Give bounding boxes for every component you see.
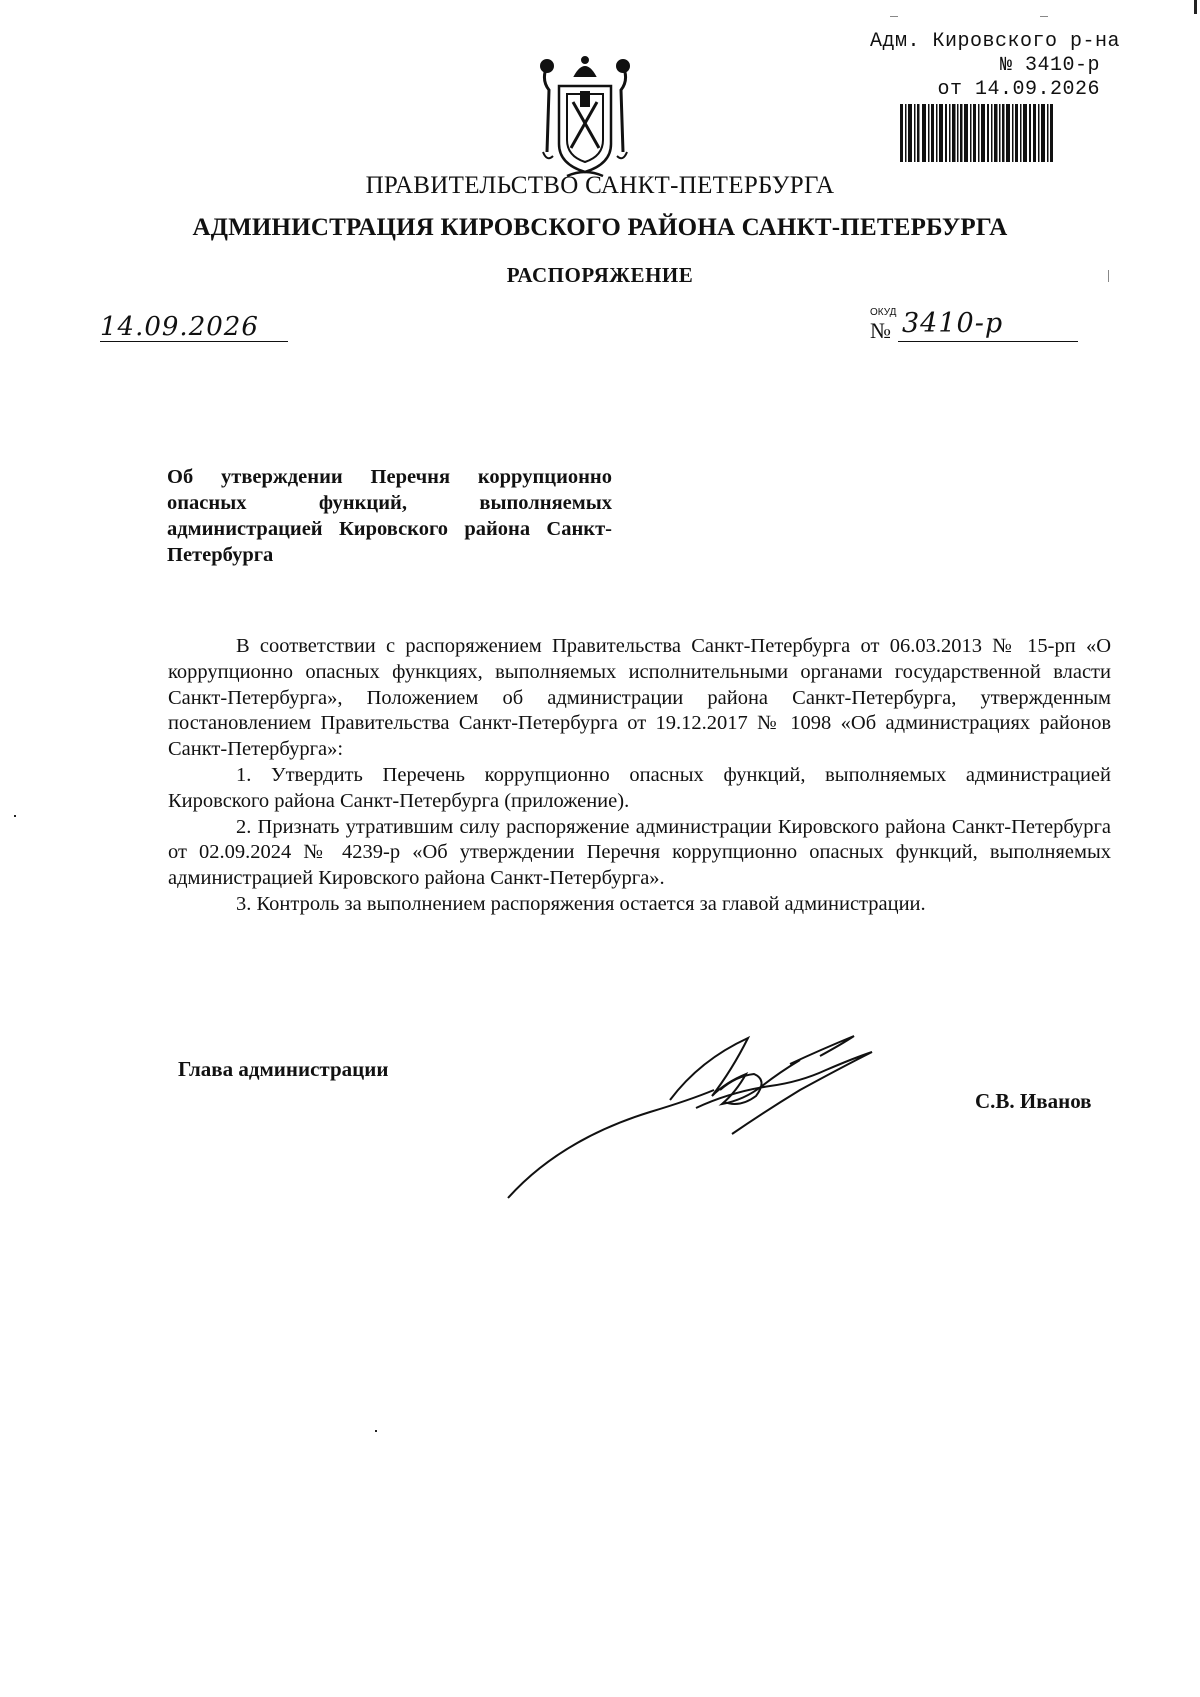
stamp-date: от 14.09.2026 [937, 78, 1100, 101]
stamp-number: № 3410-р [999, 54, 1100, 77]
body-item-1: 1. Утвердить Перечень коррупционно опасных функций, выполняемых администрацией Кировского района Санкт-Петербурга (приложение). [168, 763, 1111, 812]
handwritten-date: 14.09.2026 [100, 312, 259, 342]
scan-speck [375, 1430, 377, 1432]
registration-stamp [870, 30, 1121, 102]
scan-speck [1040, 16, 1048, 17]
stamp-office: Адм. Кировского р-на [870, 30, 1121, 53]
scan-speck [1194, 0, 1197, 14]
body-intro: В соответствии с распоряжением Правительства Санкт-Петербурга от 06.03.2013 № 15-рп «О коррупционно опасных функциях, выполняемых исполнительными органами государственной власти Санкт-Петербурга», Положением об администрации района Санкт-Петербурга, утвержденным постановлением Правительства Санкт-Петербурга от 19.12.2017 № 1098 «Об администрациях районов Санкт-Петербурга»: [168, 635, 1111, 761]
handwritten-signature [500, 1030, 930, 1210]
signatory-role: Глава администрации [178, 1057, 389, 1081]
document-body [168, 634, 1111, 918]
handwritten-number: 3410-р [902, 308, 1004, 339]
signatory-name: С.В. Иванов [975, 1089, 1092, 1113]
number-sign: № [870, 318, 891, 343]
document-title: Об утверждении Перечня коррупционно опасных функций, выполняемых администрацией Кировского района Санкт-Петербурга [167, 466, 612, 566]
administration-heading: АДМИНИСТРАЦИЯ КИРОВСКОГО РАЙОНА САНКТ-ПЕТЕРБУРГА [192, 214, 1008, 241]
government-heading: ПРАВИТЕЛЬСТВО САНКТ-ПЕТЕРБУРГА [365, 172, 835, 199]
body-item-2: 2. Признать утратившим силу распоряжение администрации Кировского района Санкт-Петербурга от 02.09.2024 № 4239-р «Об утверждении Перечня коррупционно опасных функций, выполняемых администрацией Кировского района Санкт-Петербурга». [168, 815, 1111, 890]
date-underline [100, 341, 288, 342]
coat-of-arms-icon [537, 52, 633, 180]
number-underline [898, 341, 1078, 342]
scan-speck [890, 16, 898, 17]
scan-speck [1108, 270, 1109, 282]
document-type-heading: РАСПОРЯЖЕНИЕ [506, 263, 694, 287]
okud-label: ОКУД [870, 307, 897, 318]
body-item-3: 3. Контроль за выполнением распоряжения остается за главой администрации. [236, 892, 926, 915]
scan-speck [14, 815, 16, 817]
barcode-icon [900, 104, 1058, 164]
